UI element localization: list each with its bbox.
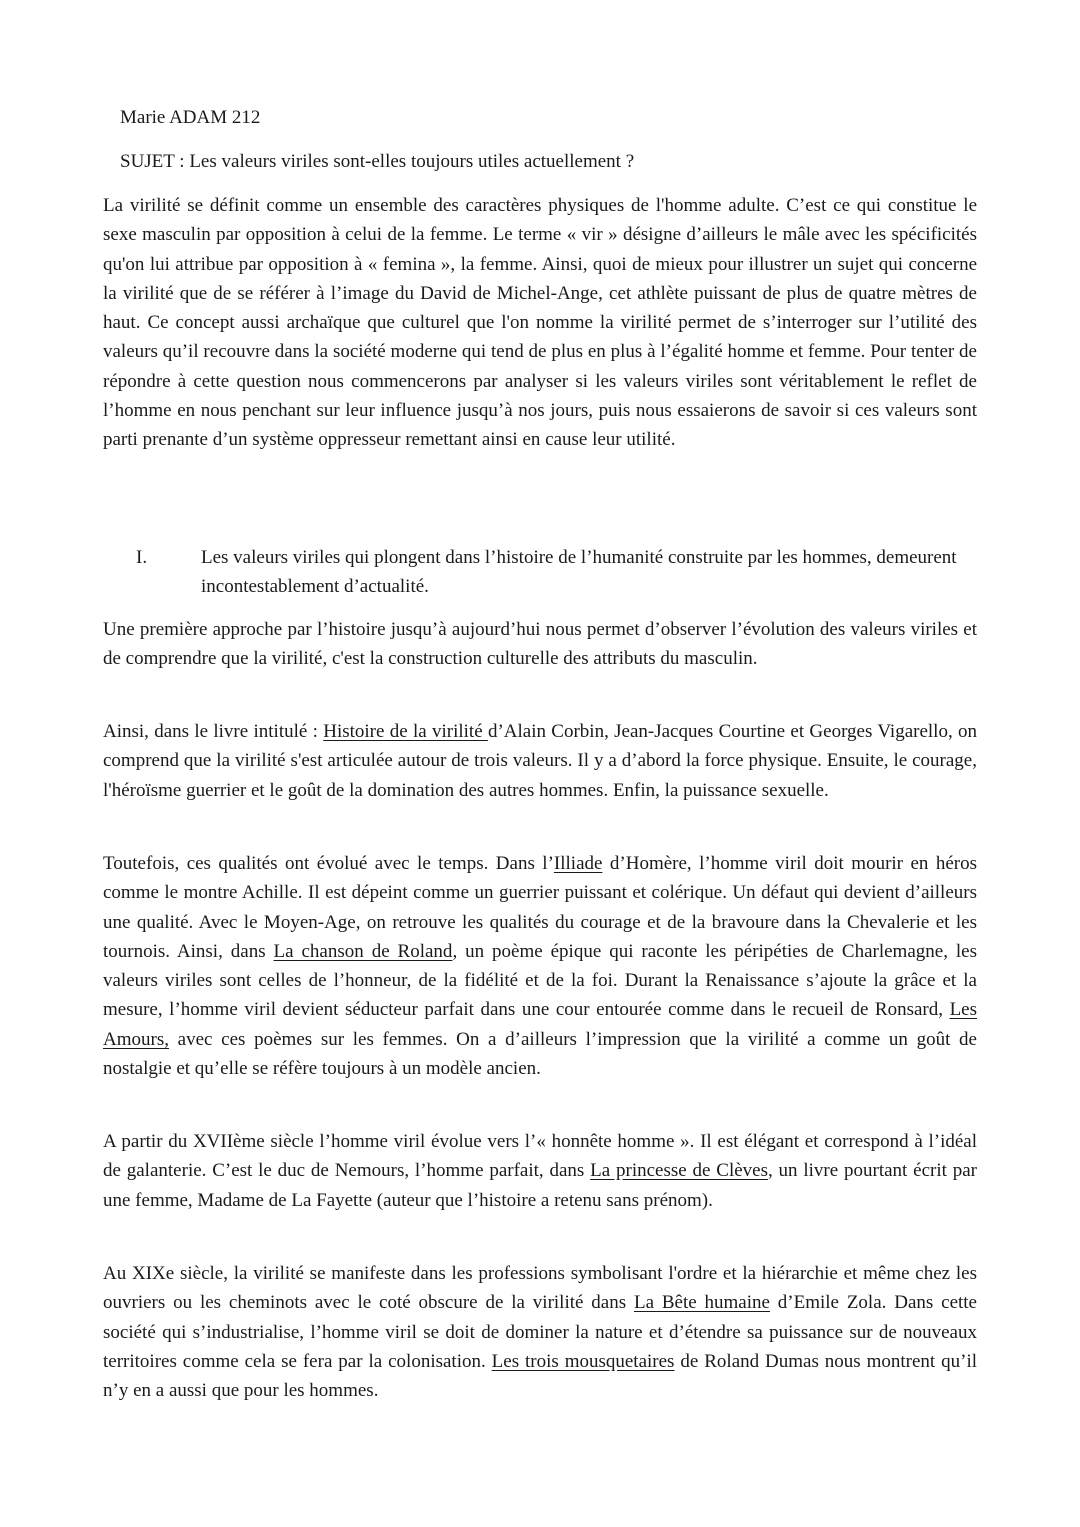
intro-paragraph: La virilité se définit comme un ensemble des caractères physiques de l'homme adulte. C’est ce qui constitue le sexe masculin par opposition à celui de la femme. Le terme « vir » désigne d’ailleurs le mâle avec les spécificités qu'on lui attribue par opposition à « femina », la femme. Ainsi, quoi de mieux pour illustrer un sujet qui concerne la virilité que de se référer à l’image du David de Michel-Ange, cet athlète puissant de plus de quatre mètres de haut. Ce concept aussi archaïque que culturel que l'on nomme la virilité permet de s’interroger sur l’utilité des valeurs qu’il recouvre dans la société moderne qui tend de plus en plus à l’égalité homme et femme. Pour tenter de répondre à cette question nous commencerons par analyser si les valeurs viriles sont véritablement le reflet de l’homme en nous penchant sur leur influence jusqu’à nos jours, puis nous essaierons de savoir si ces valeurs sont parti prenante d’un système oppresseur remettant ainsi en cause leur utilité.	[103, 195, 977, 451]
section-title: Les valeurs viriles qui plongent dans l’histoire de l’humanité construite par les hommes, demeurent incontestablement d’actualité.	[201, 547, 957, 598]
book-title-princesse-cleves: La princesse de Clèves	[590, 1160, 768, 1182]
subject-line: SUJET : Les valeurs viriles sont-elles toujours utiles actuellement ?	[120, 151, 635, 172]
paragraph-4	[103, 1127, 977, 1215]
paragraph-2-text: Ainsi, dans le livre intitulé :	[103, 721, 324, 742]
paragraph-5-text: d’Emile Zola. Dans cette société qui s’industrialise, l’homme viril se doit de dominer la nature et d’étendre sa puissance sur de nouveaux territoires comme cela se fera par la colonisation.	[103, 1292, 977, 1372]
book-title-histoire-virilite: Histoire de la virilité	[323, 721, 488, 742]
paragraph-3-text: Toutefois, ces qualités ont évolué avec le temps. Dans l’	[103, 853, 554, 874]
author-line: Marie ADAM 212	[120, 107, 261, 128]
book-title-illiade: Illiade	[553, 853, 603, 874]
paragraph-1: Une première approche par l’histoire jusqu’à aujourd’hui nous permet d’observer l’évolution des valeurs viriles et de comprendre que la virilité, c'est la construction culturelle des attributs du masculin.	[103, 619, 977, 670]
book-title-trois-mousquetaires: Les trois mousquetaires	[491, 1350, 675, 1372]
book-title-les-amours: Les Amours,	[103, 999, 977, 1050]
section-number: I.	[136, 547, 148, 568]
book-title-chanson-roland: La chanson de Roland	[273, 940, 453, 962]
paragraph-3-text: d’Homère, l’homme viril doit mourir en héros comme le montre Achille. Il est dépeint comme un guerrier puissant et colérique. Un défaut qui devient d’ailleurs une qualité. Avec le Moyen-Age, on retrouve les qualités du courage et de la bravoure dans la Chevalerie et les tournois. Ainsi, dans	[103, 853, 977, 962]
paragraph-4-text: A partir du XVIIème siècle l’homme viril évolue vers l’« honnête homme ». Il est élégant et correspond à l’idéal de galanterie. C’est le duc de Nemours, l’homme parfait, dans	[103, 1131, 977, 1182]
paragraph-5-text: Au XIXe siècle, la virilité se manifeste dans les professions symbolisant l'ordre et la hiérarchie et même chez les ouvriers ou les cheminots avec le coté obscure de la virilité dans	[103, 1263, 977, 1314]
paragraph-5-text: de Roland Dumas nous montrent qu’il n’y en a aussi que pour les hommes.	[103, 1350, 977, 1402]
paragraph-3-text: , un poème épique qui raconte les péripéties de Charlemagne, les valeurs viriles sont celles de l’honneur, de la fidélité et de la foi. Durant la Renaissance s’ajoute la grâce et la mesure, l’homme viril devient séducteur parfait dans une cour entourée comme dans le recueil de Ronsard,	[103, 940, 977, 1021]
paragraph-5	[103, 1259, 977, 1405]
book-title-bete-humaine: La Bête humaine	[633, 1292, 770, 1314]
paragraph-3	[103, 849, 977, 1083]
paragraph-3-text: avec ces poèmes sur les femmes. On a d’ailleurs l’impression que la virilité a comme un goût de nostalgie et qu’elle se réfère toujours à un modèle ancien.	[103, 1028, 977, 1080]
paragraph-2	[103, 717, 977, 805]
paragraph-4-text: , un livre pourtant écrit par une femme, Madame de La Fayette (auteur que l’histoire a retenu sans prénom).	[103, 1160, 977, 1211]
paragraph-2-text: d’Alain Corbin, Jean-Jacques Courtine et Georges Vigarello, on comprend que la virilité s'est articulée autour de trois valeurs. Il y a d’abord la force physique. Ensuite, le courage, l'héroïsme guerrier et le goût de la domination des autres hommes. Enfin, la puissance sexuelle.	[103, 721, 978, 801]
